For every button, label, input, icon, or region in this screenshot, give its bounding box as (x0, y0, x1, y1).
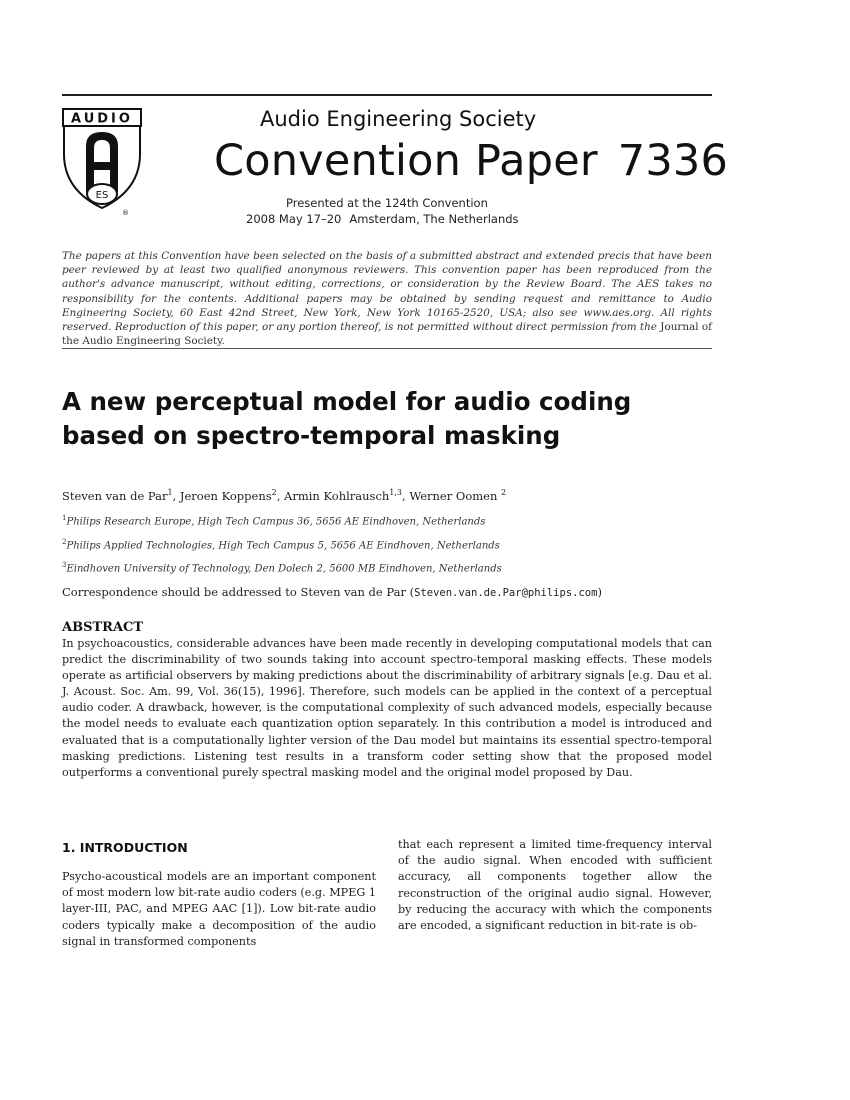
paper-title-line-1: A new perceptual model for audio coding (62, 387, 632, 416)
convention-place: Amsterdam, The Netherlands (349, 212, 519, 226)
affiliation-text: Philips Research Europe, High Tech Campus 36, 5656 AE Eindhoven, Netherlands (66, 516, 486, 528)
author-list: Steven van de Par$^1$, Jeroen Koppens$^2$, Armin Kohlrausch$^{1,3}$, Werner Oomen $^2$ (62, 488, 507, 503)
convention-paper-title (214, 136, 728, 186)
author-name: Werner Oomen (409, 488, 498, 503)
introduction-left-column: Psycho-acoustical models are an important component of most modern low bit-rate audio coders (e.g. MPEG 1 layer-III, PAC, and MPEG AAC [1]). Low bit-rate audio coders typically make a decomposition of the audio signal in transformed components (62, 870, 376, 948)
disclaimer-text: The papers at this Convention have been selected on the basis of a submitted abstract and extended precis that have been peer reviewed by at least two qualified anonymous reviewers. This convention paper has been reproduced from the author's advance manuscript, without editing, corrections, or consideration by the Review Board. The AES takes no responsibility for the contents. Additional papers may be obtained by sending request and remittance to Audio Engineering Society, 60 East 42nd Street, New York, New York 10165-2520, USA; also see www.aes.org. All rights reserved. Reproduction of this paper, or any portion thereof, is not permitted without direct permission from the (62, 250, 712, 334)
top-rule (62, 94, 712, 96)
abstract-body: In psychoacoustics, considerable advances have been made recently in developing computational models that can predict the discriminability of two sounds taking into account spectro-temporal masking effects. These models operate as artificial observers by making predictions about the discriminability of arbitrary signals [e.g. Dau et al. J. Acoust. Soc. Am. 99, Vol. 36(15), 1996]. Therefore, such models can be applied in the context of a perceptual audio coder. A drawback, however, is the computational complexity of such advanced models, especially because the model needs to evaluate each quantization option separately. In this contribution a model is introduced and evaluated that is a computationally lighter version of the Dau model but maintains its essential spectro-temporal masking predictions. Listening test results in a transform coder setting show that the proposed model outperforms a conventional purely spectral masking model and the original model proposed by Dau. (62, 637, 712, 779)
disclaimer-rule (62, 348, 712, 349)
logo-audio-text: AUDIO (71, 111, 133, 127)
introduction-right-column: that each represent a limited time-frequency interval of the audio signal. When encoded with sufficient accuracy, all components together allow the reconstruction of the original audio signal. However, by reducing the accuracy with which the components are encoded, a significant reduction in bit-rate is ob- (398, 838, 712, 933)
paper-number: 7336 (617, 136, 728, 186)
introduction-heading: 1. INTRODUCTION (62, 840, 188, 855)
affiliation-text: Philips Applied Technologies, High Tech Campus 5, 5656 AE Eindhoven, Netherlands (66, 540, 500, 552)
correspondence-email[interactable]: Steven.van.de.Par@philips.com (414, 587, 598, 599)
convention-date-place (246, 212, 519, 226)
aes-logo (62, 108, 142, 220)
affiliation-2 (62, 538, 500, 551)
society-name: Audio Engineering Society (260, 107, 537, 131)
convention-date: 2008 May 17–20 (246, 212, 342, 226)
paper-title-line-2: based on spectro-temporal masking (62, 421, 561, 450)
correspondence-line: Correspondence should be addressed to Steven van de Par (Steven.van.de.Par@philips.com) (62, 585, 602, 599)
correspondence-text: Correspondence should be addressed to Steven van de Par (62, 585, 406, 599)
convention-paper-label: Convention Paper (214, 136, 598, 186)
presented-at: Presented at the 124th Convention (286, 196, 488, 210)
affiliation-text: Eindhoven University of Technology, Den Dolech 2, 5600 MB Eindhoven, Netherlands (66, 563, 502, 575)
author-name: Steven van de Par (62, 488, 168, 503)
author-affil-mark: 2 (271, 488, 277, 497)
affiliation-mark: 1 (62, 514, 67, 522)
affiliation-mark: 3 (62, 561, 67, 569)
paper-title (62, 385, 712, 453)
disclaimer-journal: Journal of the Audio Engineering Society. (62, 321, 712, 348)
author-affil-mark: 1,3 (389, 488, 403, 497)
registered-mark: ® (122, 209, 129, 217)
review-disclaimer (62, 249, 712, 348)
affiliation-mark: 2 (62, 538, 67, 546)
author-affil-mark: 2 (501, 488, 507, 497)
author-name: Armin Kohlrausch (284, 488, 390, 503)
abstract-heading: ABSTRACT (62, 620, 144, 635)
author-affil-mark: 1 (167, 488, 173, 497)
author-name: Jeroen Koppens (179, 488, 272, 503)
affiliation-1 (62, 514, 485, 527)
logo-es-text: ES (95, 190, 109, 201)
affiliation-3 (62, 561, 502, 574)
